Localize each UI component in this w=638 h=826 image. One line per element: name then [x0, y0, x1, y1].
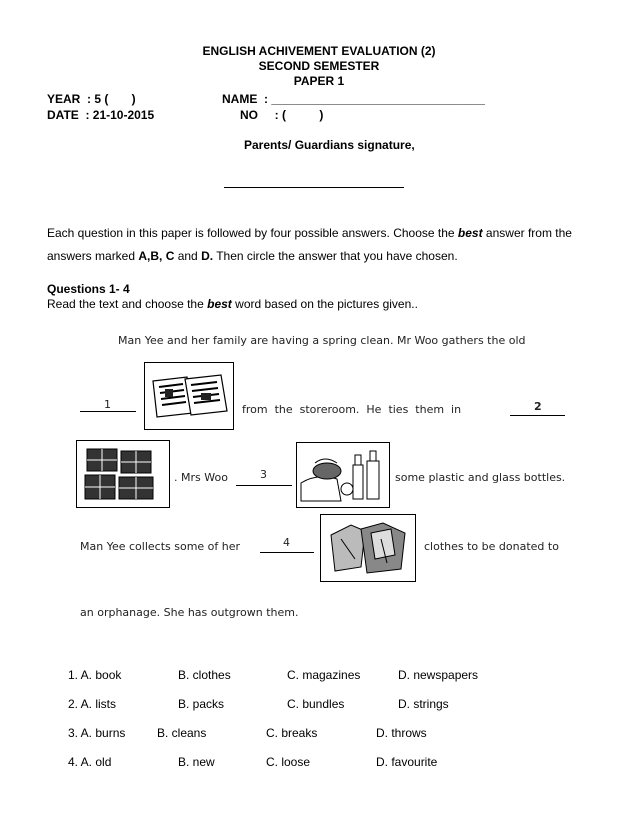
passage-line-4a: Man Yee collects some of her [80, 540, 241, 553]
washing-bottles-picture [296, 442, 390, 508]
bundles-picture [76, 440, 170, 508]
q4-option-d[interactable]: D. favourite [376, 755, 438, 769]
passage-line-2: from the storeroom. He ties them in [242, 403, 462, 416]
section-text: word based on the pictures given.. [231, 297, 418, 311]
newspapers-picture [144, 362, 234, 430]
section-description [47, 296, 418, 312]
q1-option-b[interactable]: B. clothes [178, 668, 231, 682]
blank-3-number: 3 [260, 468, 267, 481]
emphasis-best: best [457, 226, 483, 240]
passage-line-4b: clothes to be donated to [424, 540, 559, 553]
blank-4 [260, 551, 314, 553]
q3-option-c[interactable]: C. breaks [266, 726, 318, 740]
blank-2-number: 2 [534, 400, 542, 413]
q4-option-c[interactable]: C. loose [266, 755, 311, 769]
passage-line-3b: some plastic and glass bottles. [395, 471, 566, 484]
instruction-line-1 [47, 225, 607, 241]
section-title: Questions 1- 4 [47, 282, 130, 296]
emphasis-best: best [207, 297, 232, 311]
blank-1-number: 1 [104, 398, 111, 411]
signature-label: Parents/ Guardians signature, [244, 138, 415, 152]
q3-option-a[interactable]: 3. A. burns [68, 726, 126, 740]
passage-line-3a: . Mrs Woo [174, 471, 228, 484]
section-text: Read the text and choose the [47, 297, 208, 311]
instruction-text: Each question in this paper is followed by four possible answers. Choose the [47, 226, 458, 240]
q1-option-a[interactable]: 1. A. book [68, 668, 122, 682]
q1-option-c[interactable]: C. magazines [287, 668, 361, 682]
paper-label: PAPER 1 [293, 74, 345, 88]
q2-option-c[interactable]: C. bundles [287, 697, 345, 711]
passage-line-5: an orphanage. She has outgrown them. [80, 606, 299, 619]
instruction-line-2 [47, 248, 607, 264]
passage-line-1: Man Yee and her family are having a spring clean. Mr Woo gathers the old [118, 334, 526, 347]
clothes-picture [320, 514, 416, 582]
q4-option-b[interactable]: B. new [178, 755, 215, 769]
instruction-text: and [174, 249, 202, 263]
name-field: NAME : ________________________________ [222, 92, 485, 106]
instruction-text: answer from the [482, 226, 572, 240]
number-field: NO : ( ) [240, 108, 324, 122]
blank-2 [510, 414, 565, 416]
answer-letters: A,B, C [138, 249, 175, 263]
year-field: YEAR : 5 ( ) [47, 92, 136, 106]
instruction-text: Then circle the answer that you have chosen. [213, 249, 458, 263]
q1-option-d[interactable]: D. newspapers [398, 668, 479, 682]
instruction-text: answers marked [47, 249, 139, 263]
blank-3 [236, 484, 292, 486]
q2-option-b[interactable]: B. packs [178, 697, 225, 711]
answer-letter-d: D. [201, 249, 214, 263]
q2-option-a[interactable]: 2. A. lists [68, 697, 117, 711]
q4-option-a[interactable]: 4. A. old [68, 755, 112, 769]
blank-4-number: 4 [283, 536, 290, 549]
signature-line [224, 187, 404, 188]
semester-label: SECOND SEMESTER [258, 59, 380, 73]
date-field: DATE : 21-10-2015 [47, 108, 155, 122]
q3-option-d[interactable]: D. throws [376, 726, 427, 740]
exam-title: ENGLISH ACHIVEMENT EVALUATION (2) [202, 44, 436, 58]
q2-option-d[interactable]: D. strings [398, 697, 449, 711]
q3-option-b[interactable]: B. cleans [157, 726, 207, 740]
